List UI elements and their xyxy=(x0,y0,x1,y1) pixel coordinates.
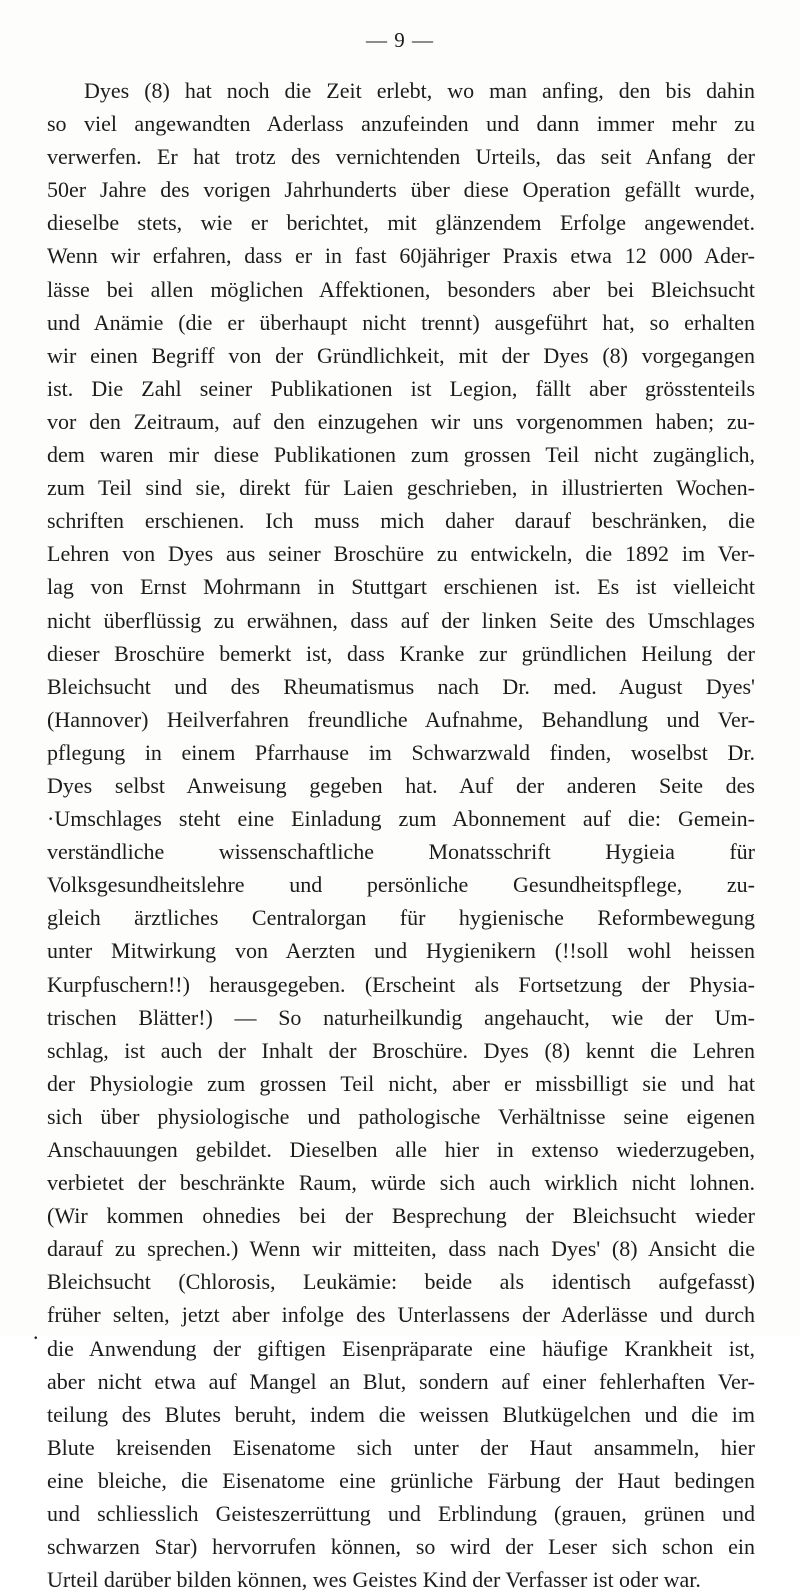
text-line: ·Umschlages steht eine Einladung zum Abonnement auf die: Gemein- xyxy=(47,806,755,832)
text-line: Blute kreisenden Eisenatome sich unter der Haut ansammeln, hier xyxy=(47,1434,755,1460)
text-line: Urteil darüber bilden können, wes Geistes Kind der Verfasser ist oder war. xyxy=(47,1567,701,1593)
text-line: schriften erschienen. Ich muss mich daher darauf beschränken, die xyxy=(47,508,755,534)
text-line: verwerfen. Er hat trotz des vernichtenden Urteils, das seit Anfang der xyxy=(47,144,755,170)
margin-mark: . xyxy=(33,1319,39,1344)
text-line: dieser Broschüre bemerkt ist, dass Kranke zur gründlichen Heilung der xyxy=(47,640,755,666)
text-line: lag von Ernst Mohrmann in Stuttgart erschienen ist. Es ist vielleicht xyxy=(47,574,755,600)
text-line: Dyes (8) hat noch die Zeit erlebt, wo man anfing, den bis dahin xyxy=(84,78,755,103)
text-line: (Wir kommen ohnedies bei der Besprechung der Bleichsucht wieder xyxy=(47,1203,755,1229)
body-text xyxy=(47,74,755,1596)
text-line: 50er Jahre des vorigen Jahrhunderts über diese Operation gefällt wurde, xyxy=(47,177,755,203)
text-line: Anschauungen gebildet. Dieselben alle hier in extenso wiederzugeben, xyxy=(47,1137,755,1162)
text-line: dem waren mir diese Publikationen zum grossen Teil nicht zugänglich, xyxy=(47,442,755,468)
text-line: Wenn wir erfahren, dass er in fast 60jähriger Praxis etwa 12 000 Ader- xyxy=(47,243,755,269)
text-line: aber nicht etwa auf Mangel an Blut, sondern auf einer fehlerhaften Ver- xyxy=(47,1368,755,1394)
text-line: Kurpfuschern!!) herausgegeben. (Erscheint als Fortsetzung der Physia- xyxy=(47,971,755,997)
text-line: Lehren von Dyes aus seiner Broschüre zu entwickeln, die 1892 im Ver- xyxy=(47,541,755,567)
text-line: lässe bei allen möglichen Affektionen, besonders aber bei Bleichsucht xyxy=(47,276,755,302)
text-line: Bleichsucht (Chlorosis, Leukämie: beide als identisch aufgefasst) xyxy=(47,1269,755,1295)
text-line: sich über physiologische und pathologische Verhältnisse seine eigenen xyxy=(47,1103,755,1129)
text-line: so viel angewandten Aderlass anzufeinden und dann immer mehr zu xyxy=(47,111,755,137)
text-line: die Anwendung der giftigen Eisenpräparate eine häufige Krankheit ist, xyxy=(47,1335,755,1361)
text-line: früher selten, jetzt aber infolge des Unterlassens der Aderlässe und durch xyxy=(47,1302,755,1328)
text-line: schwarzen Star) hervorrufen können, so wird der Leser sich schon ein xyxy=(47,1534,755,1560)
page-number: — 9 — xyxy=(366,28,434,52)
text-line: darauf zu sprechen.) Wenn wir mitteiten, dass nach Dyes' (8) Ansicht die xyxy=(47,1236,755,1262)
text-line: unter Mitwirkung von Aerzten und Hygienikern (!!soll wohl heissen xyxy=(47,938,755,964)
text-line: ist. Die Zahl seiner Publikationen ist Legion, fällt aber grösstenteils xyxy=(47,375,755,401)
text-line: und Anämie (die er überhaupt nicht trennt) ausgeführt hat, so erhalten xyxy=(47,309,755,335)
text-line: und schliesslich Geisteszerrüttung und Erblindung (grauen, grünen und xyxy=(47,1501,755,1527)
text-line: teilung des Blutes beruht, indem die weissen Blutkügelchen und die im xyxy=(47,1401,755,1427)
text-line: verständliche wissenschaftliche Monatsschrift Hygieia für xyxy=(47,839,755,865)
text-line: der Physiologie zum grossen Teil nicht, aber er missbilligt sie und hat xyxy=(47,1070,755,1096)
text-line: eine bleiche, die Eisenatome eine grünliche Färbung der Haut bedingen xyxy=(47,1467,755,1493)
text-line: pflegung in einem Pfarrhause im Schwarzwald finden, woselbst Dr. xyxy=(47,739,755,765)
text-line: gleich ärztliches Centralorgan für hygienische Reformbewegung xyxy=(47,905,755,931)
text-line: wir einen Begriff von der Gründlichkeit, mit der Dyes (8) vorgegangen xyxy=(47,342,755,368)
text-line: Bleichsucht und des Rheumatismus nach Dr. med. August Dyes' xyxy=(47,673,755,699)
text-line: (Hannover) Heilverfahren freundliche Aufnahme, Behandlung und Ver- xyxy=(47,706,755,732)
text-line: zum Teil sind sie, direkt für Laien geschrieben, in illustrierten Wochen- xyxy=(47,475,755,501)
text-line: Dyes selbst Anweisung gegeben hat. Auf der anderen Seite des xyxy=(47,772,755,798)
text-line: verbietet der beschränkte Raum, würde sich auch wirklich nicht lohnen. xyxy=(47,1170,755,1196)
text-line: dieselbe stets, wie er berichtet, mit glänzendem Erfolge angewendet. xyxy=(47,210,755,236)
text-line: Volksgesundheitslehre und persönliche Gesundheitspflege, zu- xyxy=(47,872,755,898)
text-line: trischen Blätter!) — So naturheilkundig angehaucht, wie der Um- xyxy=(47,1004,755,1030)
text-line: vor den Zeitraum, auf den einzugehen wir uns vorgenommen haben; zu- xyxy=(47,408,755,434)
text-line: schlag, ist auch der Inhalt der Broschüre. Dyes (8) kennt die Lehren xyxy=(47,1037,755,1063)
text-line: nicht überflüssig zu erwähnen, dass auf der linken Seite des Umschlages xyxy=(47,607,755,633)
